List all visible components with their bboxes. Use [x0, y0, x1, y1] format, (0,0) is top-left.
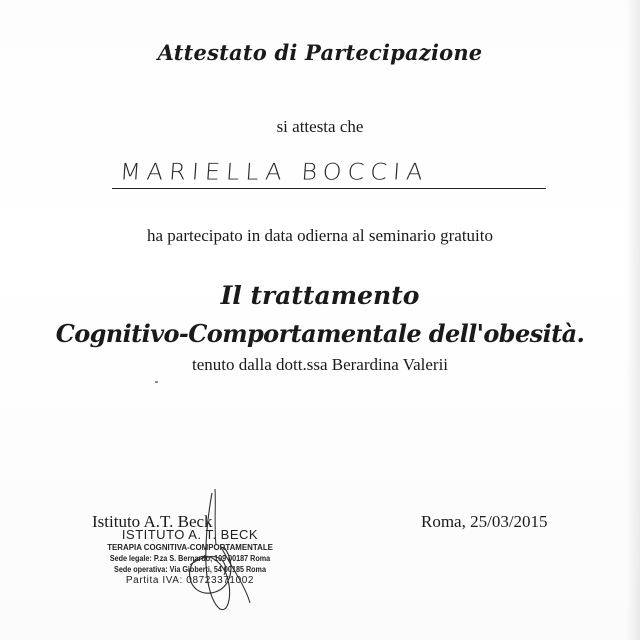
place-date: Roma, 25/03/2015 [421, 512, 548, 531]
name-underline [112, 188, 546, 189]
intro-text: si attesta che [276, 117, 364, 136]
handwritten-signature-icon [150, 485, 270, 615]
stamp-vat: Partita IVA: 08723371002 [125, 575, 255, 586]
seminar-title-line1: Il trattamento [220, 281, 420, 310]
stamp-name: ISTITUTO A. T. BECK [121, 527, 259, 542]
participant-name: MARIELLA BOCCIA [119, 158, 430, 186]
speaker-text: tenuto dalla dott.ssa Berardina Valerii [191, 355, 449, 374]
issuer-name: Istituto A.T. Beck [92, 512, 213, 531]
stamp-registered-office: Sede legale: P.za S. Bernardo, 109 00187 Roma [109, 554, 271, 563]
stamp-operating-office: Sede operativa: Via Gioberti, 54 00185 Roma [114, 565, 266, 574]
participation-text: ha partecipato in data odierna al seminario gratuito [146, 226, 493, 245]
paper-speck [155, 381, 158, 383]
seminar-title-line2: Cognitivo-Comportamentale dell'obesità. [55, 319, 585, 348]
stamp-subtitle: TERAPIA COGNITIVA-COMPORTAMENTALE [107, 542, 273, 552]
certificate-title: Attestato di Partecipazione [157, 40, 483, 65]
